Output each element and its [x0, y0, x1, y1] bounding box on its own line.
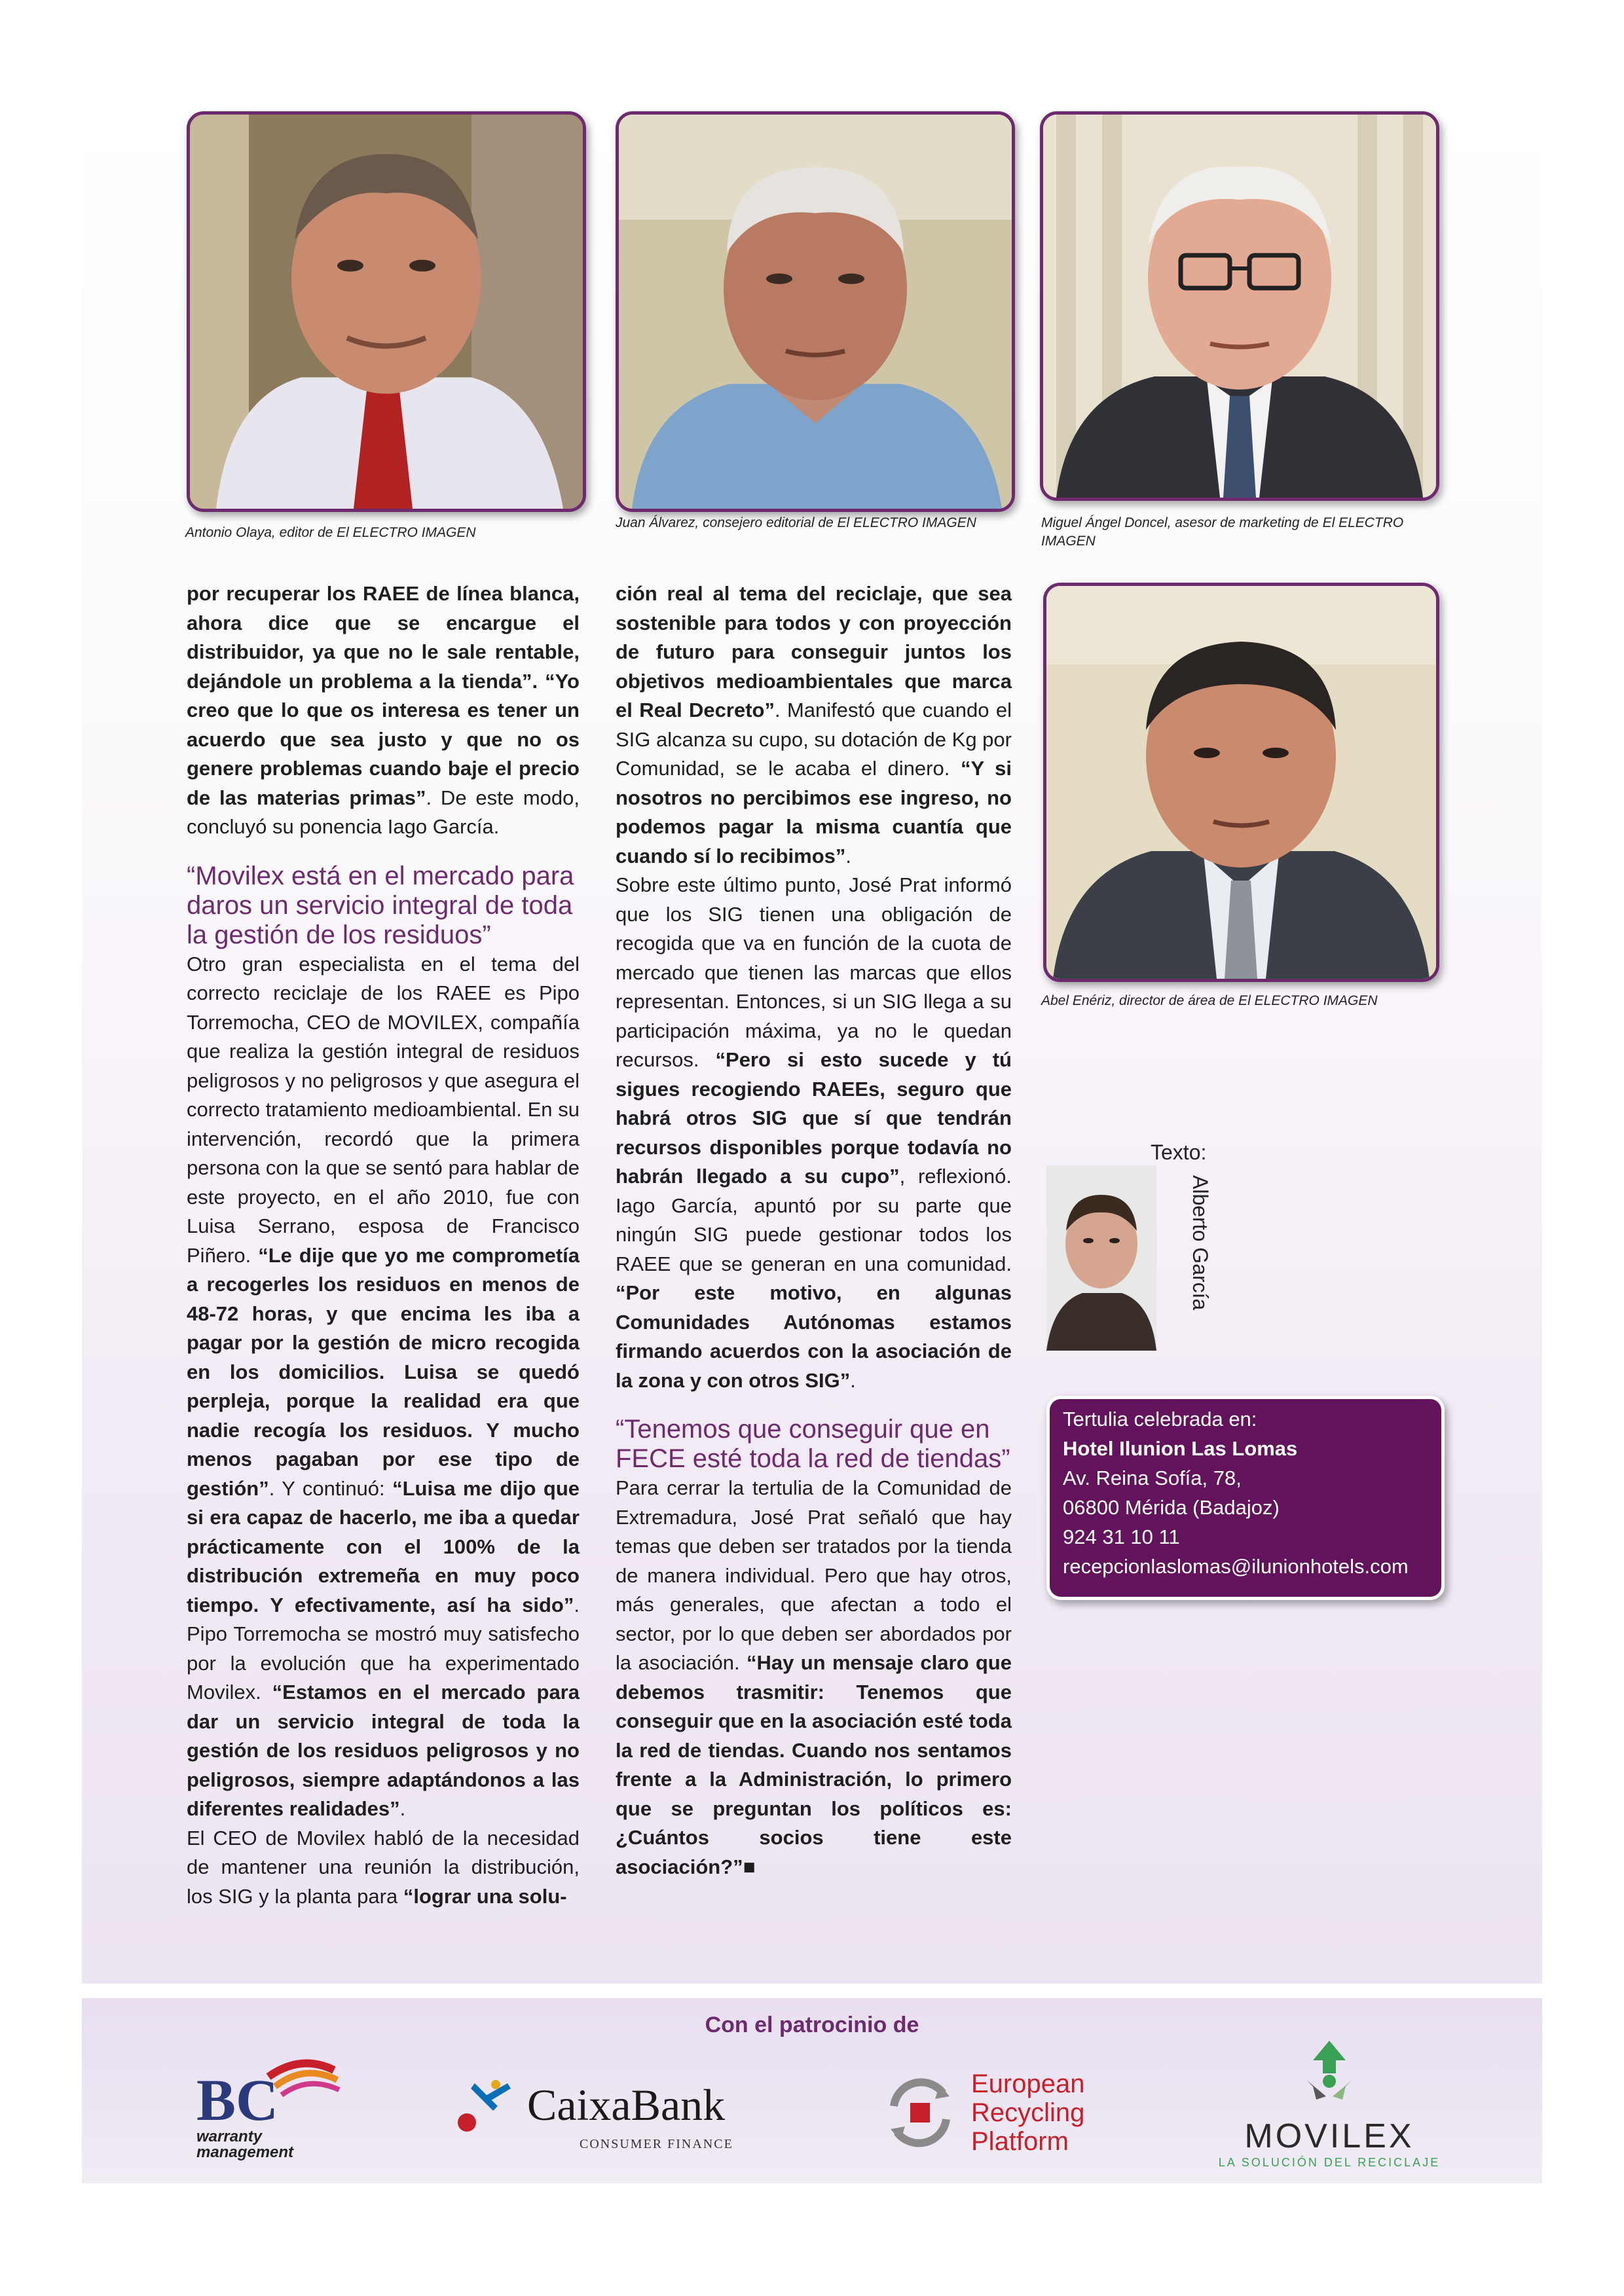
erp-logo-line1: European — [971, 2069, 1085, 2098]
miguel-angel-doncel-photo — [1040, 111, 1439, 501]
quote: “Luisa me dijo que si era capaz de hacerlo, me iba a quedar prácticamente con el 100% de la distribución extremeña en muy poco tiempo. Y efectivamente, así ha sido” — [187, 1476, 580, 1616]
body-text: . Manifestó que cuando el SIG alcanza su cupo, su dotación de Kg por Comunidad, se le acaba el dinero. — [616, 699, 1012, 780]
movilex-logo-sub: LA SOLUCIÓN DEL RECICLAJE — [1218, 2156, 1441, 2169]
bc-warranty-logo — [196, 2057, 347, 2162]
venue-box — [1046, 1396, 1445, 1600]
body-text: Otro gran especialista en el tema del correcto reciclaje de los RAEE es Pipo Torremocha, CEO de MOVILEX, compañía que realiza la gestión integral de residuos peligrosos y no peligrosos y que asegura el correcto tratamiento medioambiental. En su intervención, recordó que la primera persona con la que se sentó para hablar de este proyecto, en el año 2010, fue con Luisa Serrano, esposa de Francisco Piñero. — [187, 952, 580, 1267]
bc-logo-line1: warranty — [196, 2128, 263, 2145]
article-column-1 — [187, 579, 580, 1911]
quote: ción real al tema del reciclaje, que sea sostenible para todos y con proyección de futuro para conseguir juntos los objetivos medioambientales que marca el Real Decreto” — [616, 582, 1012, 721]
body-text: . Pipo Torremocha se mostró muy satisfecho por la evolución que ha experimentado Movilex. — [187, 1593, 580, 1704]
section-heading: “Tenemos que conseguir que en FECE esté toda la red de tiendas” — [616, 1415, 1010, 1473]
body-text: Sobre este último punto, José Prat informó que los SIG tienen una obligación de recogida que va en función de la cuota de mercado que tienen las marcas que ellos representan. Entonces, si un SIG llega a su participación máxima, ya no le quedan recursos. — [616, 873, 1012, 1071]
venue-name: Hotel Ilunion Las Lomas — [1063, 1437, 1298, 1460]
body-text: . De este modo, concluyó su ponencia Iago García. — [187, 786, 580, 838]
quote: por recuperar los RAEE de línea blanca, ahora dice que se encargue el distribuidor, ya que no le sale rentable, dejándole un problema a la tienda”. — [187, 582, 580, 693]
movilex-logo-text: MOVILEX — [1244, 2117, 1414, 2155]
venue-address: Av. Reina Sofía, 78, — [1063, 1467, 1242, 1489]
quote: “Hay un mensaje claro que debemos trasmitir: Tenemos que conseguir que en la asociación esté toda la red de tiendas. Cuando nos sentamos frente a la Administración, lo primero que se preguntan los políticos es: ¿Cuántos socios tiene este asociación?” — [616, 1651, 1012, 1878]
quote: “Pero si esto sucede y tú sigues recogiendo RAEEs, seguro que habrá otros SIG que sí que tendrán recursos disponibles porque todavía no habrán llegado a su cupo” — [616, 1048, 1012, 1188]
body-text: , reflexionó. Iago García, apuntó por su parte que ningún SIG puede gestionar todos los RAEE que se generan en una comunidad. — [616, 1165, 1012, 1275]
author-label: Texto: — [1151, 1140, 1207, 1164]
bc-logo-line2: management — [196, 2143, 294, 2161]
author-photo — [1046, 1165, 1156, 1351]
body-text: Para cerrar la tertulia de la Comunidad de Extremadura, José Prat señaló que hay temas que deben ser tratados por la tienda de manera individual. Pero que hay otros, más generales, que afectan a todo el sector, por lo que deben ser abordados por la asociación. — [616, 1476, 1012, 1674]
erp-logo-line3: Platform — [971, 2127, 1069, 2156]
caixabank-logo — [449, 2070, 763, 2162]
end-mark: ■ — [743, 1855, 756, 1878]
antonio-olaya-caption: Antonio Olaya, editor de El ELECTRO IMAGEN — [185, 525, 476, 540]
venue-city: 06800 Mérida (Badajoz) — [1063, 1496, 1280, 1519]
miguel-angel-doncel-caption: Miguel Ángel Doncel, asesor de marketing de El ELECTRO IMAGEN — [1041, 515, 1404, 549]
body-text: El CEO de Movilex habló de la necesidad de mantener una reunión la distribución, los SIG y la planta para — [187, 1826, 580, 1908]
body-text: . Y continuó: — [268, 1476, 393, 1500]
quote: “Por este motivo, en algunas Comunidades Autónomas estamos firmando acuerdos con la asociación de la zona y con otros SIG” — [616, 1281, 1012, 1392]
abel-eneriz-caption: Abel Enériz, director de área de El ELECTRO IMAGEN — [1041, 993, 1378, 1008]
movilex-logo — [1215, 2034, 1444, 2175]
venue-email[interactable]: recepcionlaslomas@ilunionhotels.com — [1063, 1555, 1409, 1578]
juan-alvarez-photo — [616, 111, 1015, 512]
abel-eneriz-photo — [1043, 583, 1439, 982]
body-text: . — [399, 1797, 406, 1820]
quote: “Yo creo que lo que os interesa es tener un acuerdo que sea justo y que no os genere problemas cuando baje el precio de las materias primas” — [187, 669, 580, 809]
sponsor-title: Con el patrocinio de — [705, 2013, 919, 2037]
venue-intro: Tertulia celebrada en: — [1063, 1408, 1257, 1430]
body-text: . — [850, 1368, 856, 1392]
quote: “Le dije que yo me comprometía a recogerles los residuos en menos de 48-72 horas, y que encima les iba a pagar por la gestión de micro recogida en los domicilios. Luisa se quedó perpleja, porque la realidad era que nadie recogía los residuos. Y mucho menos pagaban por ese tipo de gestión” — [187, 1243, 580, 1500]
quote: “Y si nosotros no percibimos ese ingreso, no podemos pagar la misma cuantía que cuando sí lo recibimos” — [616, 757, 1012, 867]
author-name: Alberto García — [1189, 1175, 1212, 1311]
quote: “lograr una solu- — [403, 1884, 567, 1908]
juan-alvarez-caption: Juan Álvarez, consejero editorial de El ELECTRO IMAGEN — [616, 515, 976, 530]
article-column-2 — [616, 579, 1012, 1882]
bc-logo-text: BC — [196, 2068, 279, 2133]
section-heading: “Movilex está en el mercado para daros un servicio integral de toda la gestión de los residuos” — [187, 861, 574, 949]
antonio-olaya-photo — [187, 111, 586, 512]
venue-phone: 924 31 10 11 — [1063, 1525, 1180, 1548]
erp-logo-line2: Recycling — [971, 2098, 1085, 2127]
body-text: . — [845, 844, 852, 867]
caixabank-logo-sub: CONSUMER FINANCE — [580, 2137, 733, 2151]
caixabank-logo-text: CaixaBank — [527, 2080, 726, 2130]
sponsor-bar — [82, 1998, 1542, 2183]
erp-logo — [877, 2067, 1126, 2162]
quote: “Estamos en el mercado para dar un servicio integral de toda la gestión de los residuos peligrosos y no peligrosos, siempre adaptándonos a las diferentes realidades” — [187, 1681, 580, 1820]
